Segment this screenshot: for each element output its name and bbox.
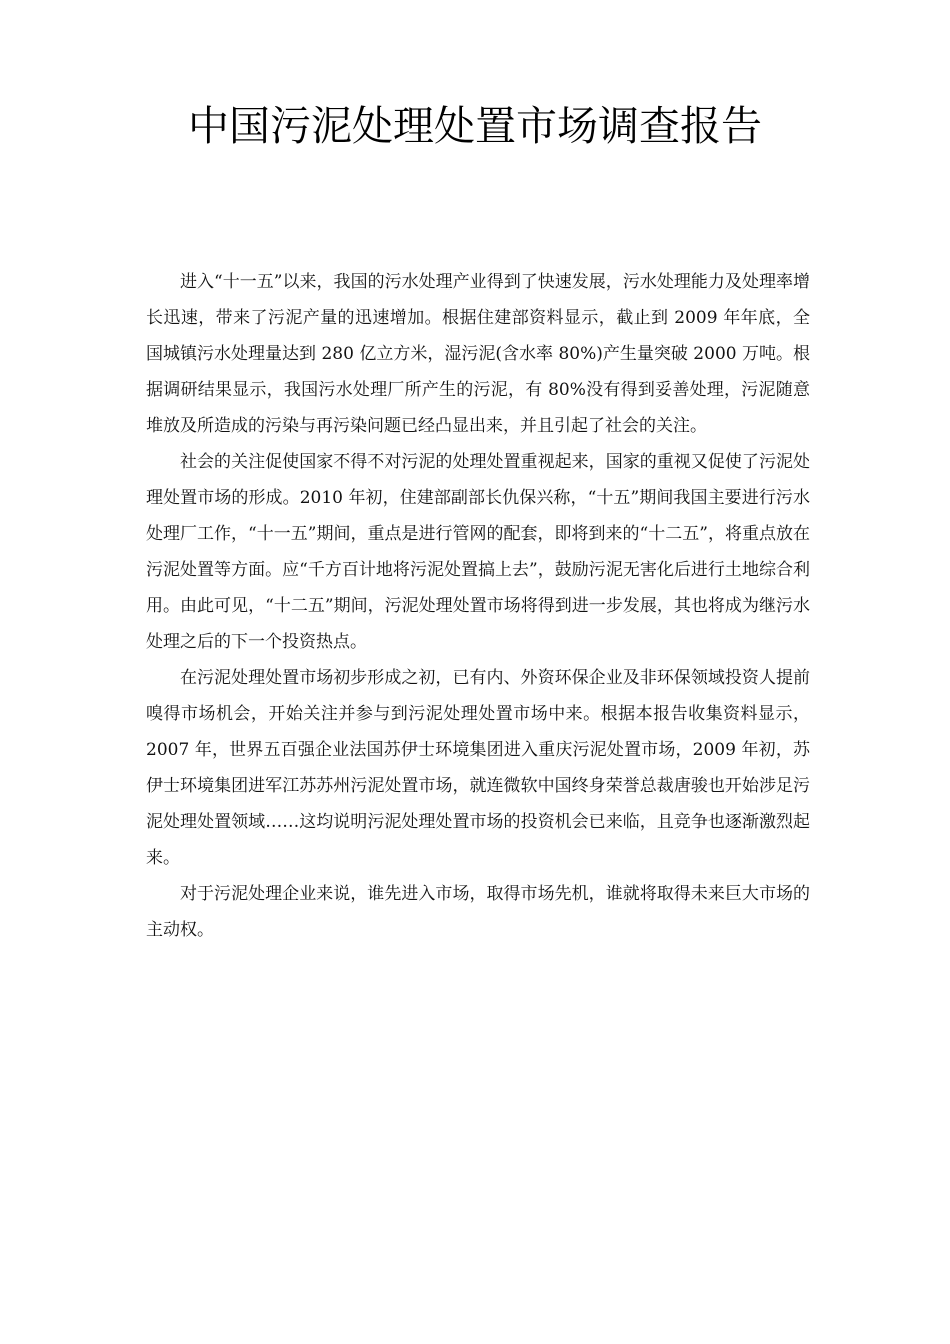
body-paragraph-3: 在污泥处理处置市场初步形成之初，已有内、外资环保企业及非环保领域投资人提前嗅得市场机会，开始关注并参与到污泥处理处置市场中来。根据本报告收集资料显示，2007 年，世界五百强企业法国苏伊士环境集团进入重庆污泥处置市场，2009 年初，苏伊士环境集团进军江苏苏州污泥处置市场，就连微软中国终身荣誉总裁唐骏也开始涉足污泥处理处置领域……这均说明污泥处理处置市场的投资机会已来临，且竞争也逐渐激烈起来。 bbox=[146, 668, 810, 868]
body-paragraph-1: 进入“十一五”以来，我国的污水处理产业得到了快速发展，污水处理能力及处理率增长迅速，带来了污泥产量的迅速增加。根据住建部资料显示，截止到 2009 年年底，全国城镇污水处理量达到 280 亿立方米，湿污泥(含水率 80%)产生量突破 2000 万吨。根据调研结果显示，我国污水处理厂所产生的污泥，有 80%没有得到妥善处理，污泥随意堆放及所造成的污染与再污染问题已经凸显出来，并且引起了社会的关注。 bbox=[146, 272, 810, 436]
body-paragraph-4: 对于污泥处理企业来说，谁先进入市场，取得市场先机，谁就将取得未来巨大市场的主动权。 bbox=[146, 884, 810, 940]
body-paragraph-2: 社会的关注促使国家不得不对污泥的处理处置重视起来，国家的重视又促使了污泥处理处置市场的形成。2010 年初，住建部副部长仇保兴称，“十五”期间我国主要进行污水处理厂工作，“十一五”期间，重点是进行管网的配套，即将到来的“十二五”，将重点放在污泥处置等方面。应“千方百计地将污泥处置搞上去”，鼓励污泥无害化后进行土地综合利用。由此可见，“十二五”期间，污泥处理处置市场将得到进一步发展，其也将成为继污水处理之后的下一个投资热点。 bbox=[146, 452, 810, 652]
document-body bbox=[146, 264, 810, 948]
document-title: 中国污泥处理处置市场调查报告 bbox=[188, 102, 762, 150]
